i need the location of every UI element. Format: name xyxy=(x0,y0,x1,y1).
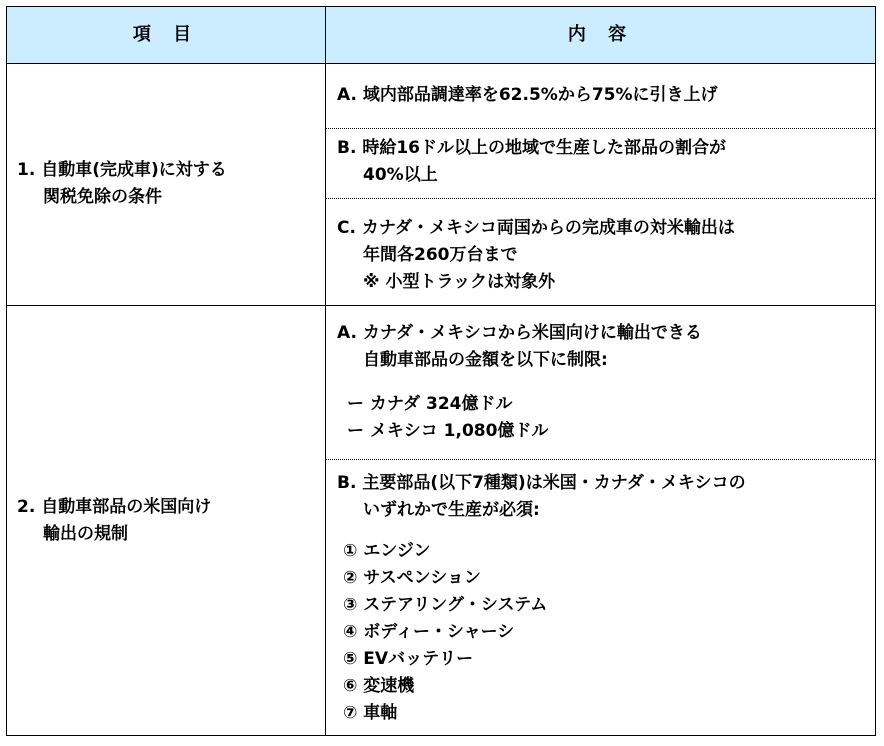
list-item: ⑥ 変速機 xyxy=(343,676,415,696)
list-item: ① エンジン xyxy=(343,541,431,561)
parts-list xyxy=(343,538,547,727)
subrow-divider xyxy=(325,198,875,199)
limit-canada: ー カナダ 324億ドル xyxy=(347,394,513,414)
row2-item-line1: 2. 自動車部品の米国向け xyxy=(17,497,212,517)
header-content: 内 容 xyxy=(567,24,635,45)
list-item: ④ ボディー・シャーシ xyxy=(343,622,515,642)
row1-item-line1: 1. 自動車(完成車)に対する xyxy=(17,160,227,180)
limit-mexico: ー メキシコ 1,080億ドル xyxy=(347,421,549,441)
subrow-divider xyxy=(325,128,875,129)
list-item: ⑤ EVバッテリー xyxy=(343,649,474,669)
row2-b-line1: B. 主要部品(以下7種類)は米国・カナダ・メキシコの xyxy=(337,473,746,493)
row2-a xyxy=(337,320,702,374)
row2-b-line2: いずれかで生産が必須: xyxy=(363,500,540,520)
row2-a-line2: 自動車部品の金額を以下に制限: xyxy=(363,350,608,370)
row1-a: A. 域内部品調達率を62.5%から75%に引き上げ xyxy=(337,85,718,105)
row-divider xyxy=(7,305,875,306)
row1-c-line3: ※ 小型トラックは対象外 xyxy=(363,272,556,292)
row1-b xyxy=(337,135,726,189)
row1-b-line1: B. 時給16ドル以上の地域で生産した部品の割合が xyxy=(337,138,726,158)
row2-a-line1: A. カナダ・メキシコから米国向けに輸出できる xyxy=(337,323,702,343)
column-divider xyxy=(325,7,326,735)
row1-item xyxy=(17,157,227,211)
list-item: ⑦ 車軸 xyxy=(343,703,398,723)
row2-b xyxy=(337,470,746,524)
regulation-table xyxy=(6,6,876,736)
row1-c xyxy=(337,215,735,296)
row2-item xyxy=(17,494,211,548)
list-item: ③ ステアリング・システム xyxy=(343,595,548,615)
row1-item-line2: 関税免除の条件 xyxy=(43,187,162,207)
row2-limits xyxy=(347,391,548,445)
list-item: ② サスペンション xyxy=(343,568,481,588)
header-item: 項 目 xyxy=(132,24,200,45)
row1-b-line2: 40%以上 xyxy=(363,165,438,185)
row1-c-line1: C. カナダ・メキシコ両国からの完成車の対米輸出は xyxy=(337,218,735,238)
header-divider xyxy=(7,63,875,64)
row1-c-line2: 年間各260万台まで xyxy=(363,245,518,265)
subrow-divider xyxy=(325,459,875,460)
row2-item-line2: 輸出の規制 xyxy=(43,524,128,544)
